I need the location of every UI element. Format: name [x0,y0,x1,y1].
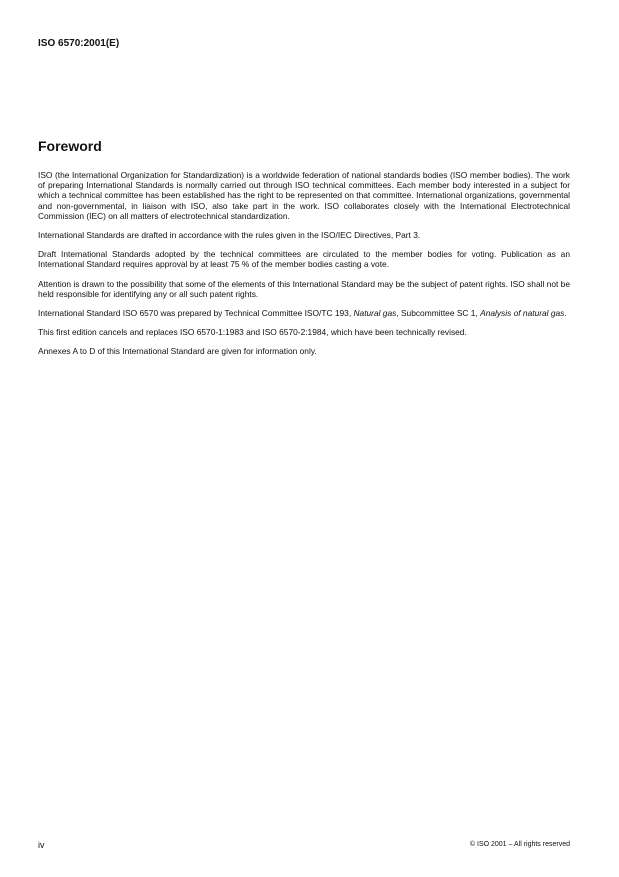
subcommittee-name: Analysis of natural gas [480,308,565,319]
document-id-header: ISO 6570:2001(E) [38,38,120,49]
foreword-body [38,170,570,366]
paragraph: ISO (the International Organization for Standardization) is a worldwide federation of national standards bodies (ISO member bodies). The work of preparing International Standards is normally carried out through ISO technical committees. Each member body interested in a subject for which a technical committee has been established has the right to be represented on that committee. International organizations, governmental and non-governmental, in liaison with ISO, also take part in the work. ISO collaborates closely with the International Electrotechnical Commission (IEC) on all matters of electrotechnical standardization. [38,170,570,221]
paragraph-text: International Standard ISO 6570 was prepared by Technical Committee ISO/TC 193, [38,308,354,319]
page-number: iv [38,840,45,850]
paragraph-text: . [564,308,567,319]
paragraph: Attention is drawn to the possibility that some of the elements of this International Standard may be the subject of patent rights. ISO shall not be held responsible for identifying any or all such patent rights. [38,278,570,299]
copyright-notice: © ISO 2001 – All rights reserved [469,841,570,848]
committee-name: Natural gas [353,308,397,319]
paragraph [38,308,570,318]
paragraph: Draft International Standards adopted by the technical committees are circulated to the member bodies for voting. Publication as an International Standard requires approval by at least 75 % of the member bodies casting a vote. [38,249,570,270]
paragraph-text: , Subcommittee SC 1, [396,308,481,319]
section-title: Foreword [38,138,102,154]
paragraph: International Standards are drafted in accordance with the rules given in the ISO/IEC Directives, Part 3. [38,230,421,241]
paragraph: This first edition cancels and replaces ISO 6570-1:1983 and ISO 6570-2:1984, which have been technically revised. [38,327,467,338]
paragraph: Annexes A to D of this International Standard are given for information only. [38,346,317,357]
